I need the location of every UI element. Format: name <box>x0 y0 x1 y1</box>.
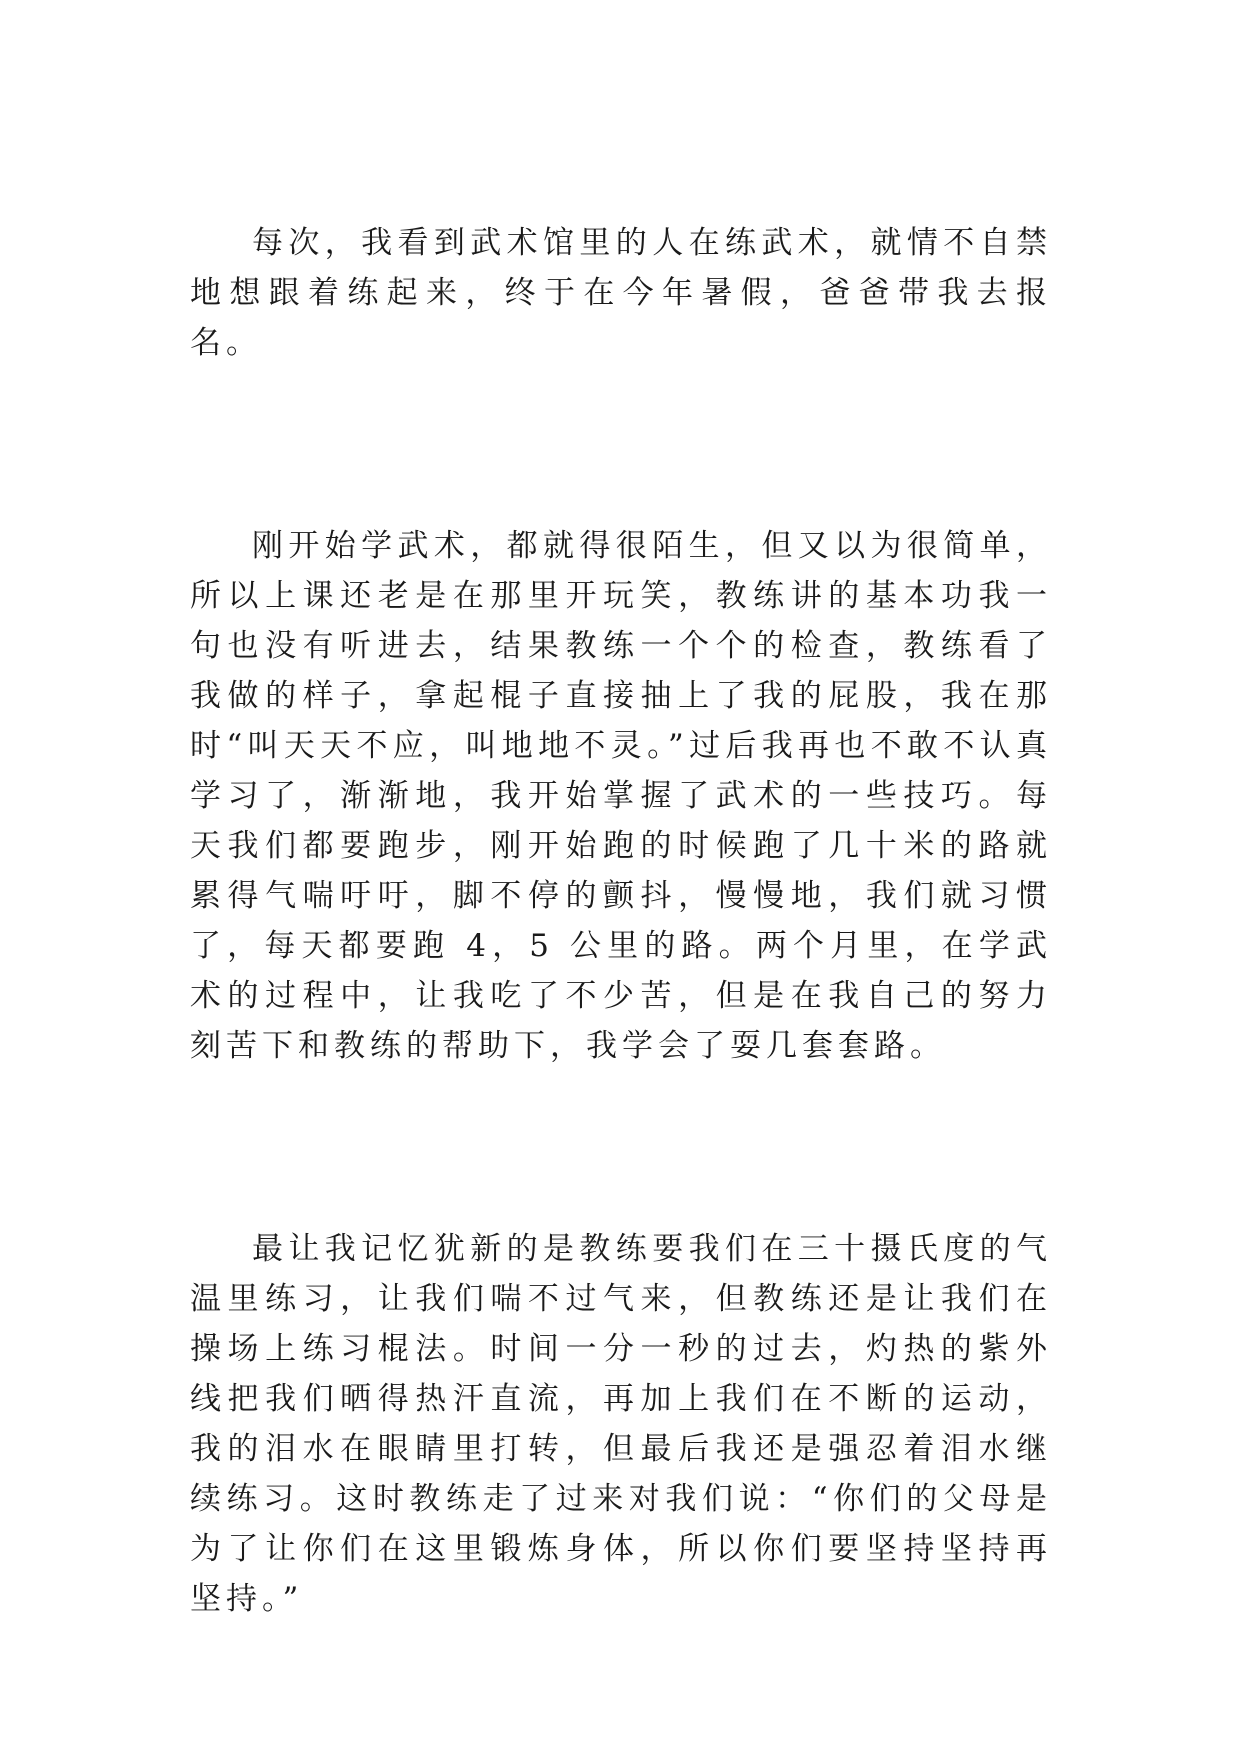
document-body <box>190 218 1052 1624</box>
paragraph-3: 最让我记忆犹新的是教练要我们在三十摄氏度的气温里练习，让我们喘不过气来，但教练还是让我们在操场上练习棍法。时间一分一秒的过去，灼热的紫外线把我们晒得热汗直流，再加上我们在不断的运动，我的泪水在眼睛里打转，但最后我还是强忍着泪水继续练习。这时教练走了过来对我们说：“你们的父母是为了让你们在这里锻炼身体，所以你们要坚持坚持再坚持。” <box>190 1231 1052 1617</box>
paragraph-1: 每次，我看到武术馆里的人在练武术，就情不自禁地想跟着练起来，终于在今年暑假，爸爸带我去报名。 <box>190 225 1052 361</box>
paragraph-2: 刚开始学武术，都就得很陌生，但又以为很简单，所以上课还老是在那里开玩笑，教练讲的基本功我一句也没有听进去，结果教练一个个的检查，教练看了我做的样子，拿起棍子直接抽上了我的屁股，我在那时“叫天天不应，叫地地不灵。”过后我再也不敢不认真学习了，渐渐地，我开始掌握了武术的一些技巧。每天我们都要跑步，刚开始跑的时候跑了几十米的路就累得气喘吁吁，脚不停的颤抖，慢慢地，我们就习惯了，每天都要跑 4，5 公里的路。两个月里，在学武术的过程中，让我吃了不少苦，但是在我自己的努力刻苦下和教练的帮助下，我学会了耍几套套路。 <box>190 528 1052 1064</box>
